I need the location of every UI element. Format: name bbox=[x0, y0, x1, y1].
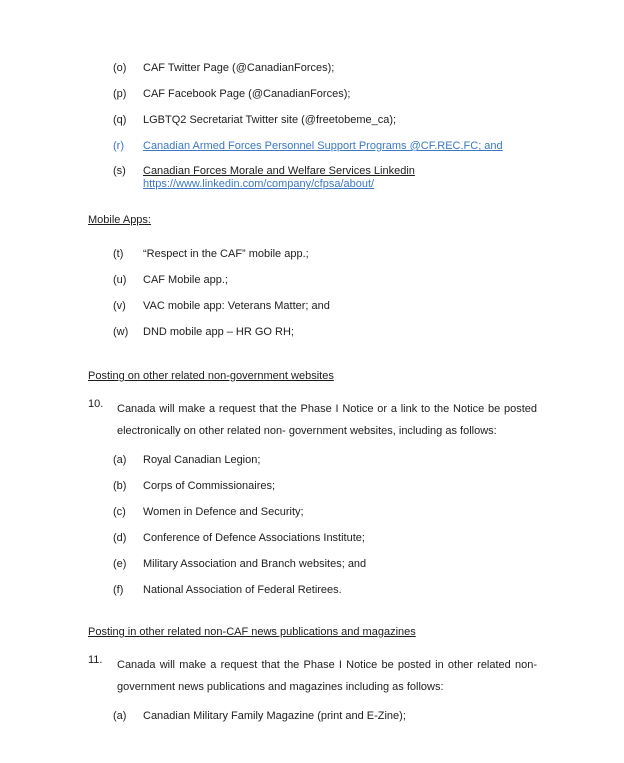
list-item-10d bbox=[88, 531, 537, 545]
list-item-marker: (f) bbox=[113, 584, 124, 596]
paragraph-10 bbox=[88, 398, 537, 442]
list-item-text: Conference of Defence Associations Institute; bbox=[143, 532, 365, 544]
list-item-v bbox=[88, 299, 537, 313]
list-item-marker: (u) bbox=[113, 274, 127, 286]
paragraph-line: Canada will make a request that the Phase I Notice or a link to the Notice be posted bbox=[117, 403, 537, 415]
list-item-marker: (p) bbox=[113, 88, 127, 100]
paragraph-line: government news publications and magazines including as follows: bbox=[117, 681, 444, 693]
list-item-text: CAF Mobile app.; bbox=[143, 274, 228, 286]
list-item-text: LGBTQ2 Secretariat Twitter site (@freetobeme_ca); bbox=[143, 114, 397, 126]
list-item-marker: (w) bbox=[113, 326, 129, 338]
list-item-q bbox=[88, 113, 537, 127]
list-item-11a bbox=[88, 709, 537, 723]
list-item-text: “Respect in the CAF” mobile app.; bbox=[143, 248, 309, 260]
list-item-marker: (c) bbox=[113, 506, 126, 518]
list-item-text: Corps of Commissionaires; bbox=[143, 480, 276, 492]
list-item-10f bbox=[88, 583, 537, 597]
list-item-marker: (t) bbox=[113, 248, 124, 260]
list-item-text: VAC mobile app: Veterans Matter; and bbox=[143, 300, 330, 312]
link-linkedin-url[interactable]: https://www.linkedin.com/company/cfpsa/about/ bbox=[143, 178, 375, 190]
list-item-text: Women in Defence and Security; bbox=[143, 506, 304, 518]
list-item-marker: (a) bbox=[113, 710, 127, 722]
list-item-w bbox=[88, 325, 537, 339]
paragraph-number: 11. bbox=[88, 654, 103, 666]
list-item-text: Military Association and Branch websites; and bbox=[143, 558, 367, 570]
list-item-marker: (b) bbox=[113, 480, 127, 492]
list-item-marker: (q) bbox=[113, 114, 127, 126]
list-item-marker: (o) bbox=[113, 62, 127, 74]
list-item-10b bbox=[88, 479, 537, 493]
list-item-marker: (a) bbox=[113, 454, 127, 466]
link-caf-personnel-support-programs[interactable]: Canadian Armed Forces Personnel Support Programs @CF.REC.FC; and bbox=[143, 140, 503, 152]
list-item-text: National Association of Federal Retirees. bbox=[143, 584, 342, 596]
list-item-10c bbox=[88, 505, 537, 519]
list-item-u bbox=[88, 273, 537, 287]
list-item-text: Canadian Forces Morale and Welfare Services Linkedin bbox=[143, 165, 415, 177]
list-item-10a bbox=[88, 453, 537, 467]
paragraph-number: 10. bbox=[88, 398, 104, 410]
list-item-p bbox=[88, 87, 537, 101]
list-item-text: Royal Canadian Legion; bbox=[143, 454, 261, 466]
list-item-t bbox=[88, 247, 537, 261]
list-item-text: CAF Twitter Page (@CanadianForces); bbox=[143, 62, 335, 74]
document-content bbox=[88, 0, 537, 723]
paragraph-line: Canada will make a request that the Phase I Notice be posted in other related non- bbox=[117, 659, 537, 671]
list-item-10e bbox=[88, 557, 537, 571]
list-item-r bbox=[88, 139, 537, 153]
paragraph-line: electronically on other related non- government websites, including as follows: bbox=[117, 425, 497, 437]
list-item-marker: (e) bbox=[113, 558, 127, 570]
list-item-text: DND mobile app – HR GO RH; bbox=[143, 326, 294, 338]
list-item-text: CAF Facebook Page (@CanadianForces); bbox=[143, 88, 351, 100]
heading-non-caf-publications: Posting in other related non-CAF news publications and magazines bbox=[88, 626, 416, 638]
paragraph-11 bbox=[88, 654, 537, 698]
list-item-marker: (v) bbox=[113, 300, 126, 312]
heading-non-government-websites: Posting on other related non-government websites bbox=[88, 370, 334, 382]
list-item-s bbox=[88, 165, 537, 191]
list-item-marker: (s) bbox=[113, 165, 126, 177]
list-item-o bbox=[88, 61, 537, 75]
heading-mobile-apps: Mobile Apps: bbox=[88, 214, 151, 226]
list-item-text: Canadian Military Family Magazine (print and E-Zine); bbox=[143, 710, 406, 722]
list-item-marker: (d) bbox=[113, 532, 127, 544]
list-item-marker: (r) bbox=[113, 140, 124, 152]
